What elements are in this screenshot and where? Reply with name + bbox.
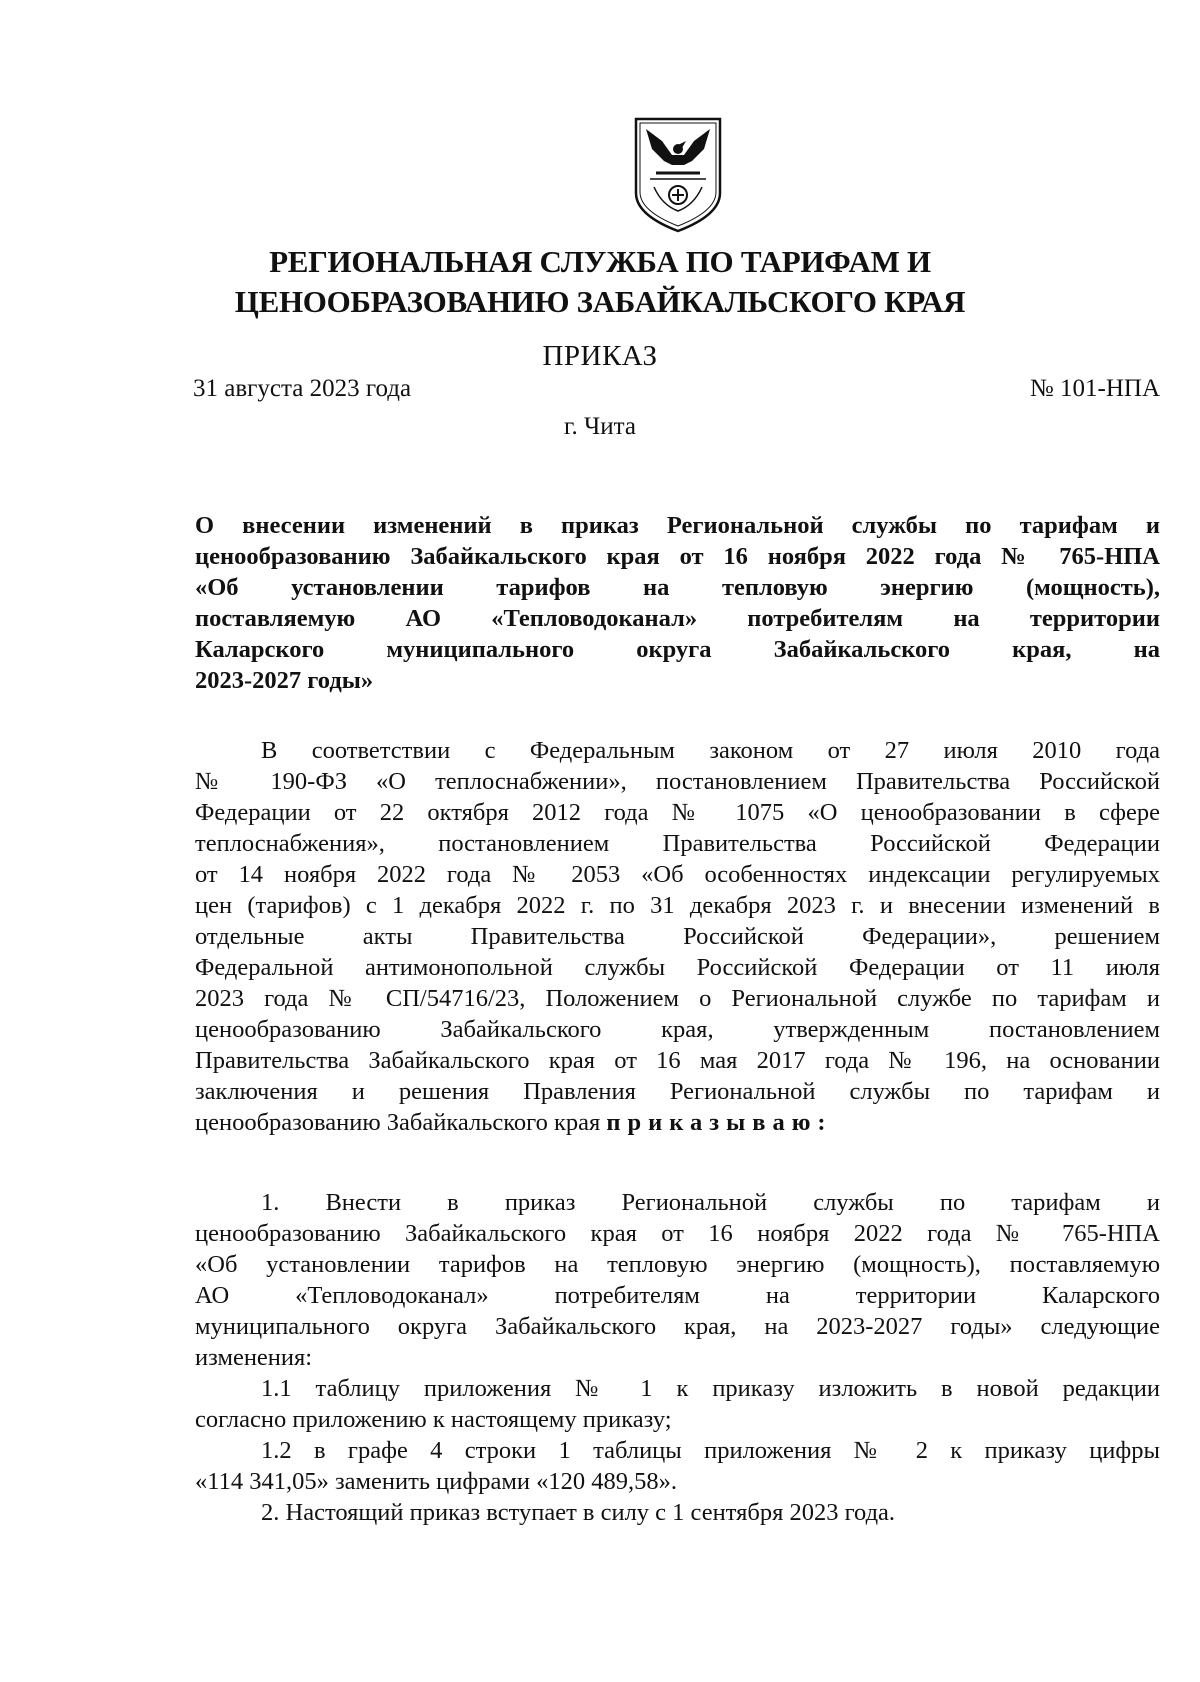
item-1-2-line: 1.2 в графе 4 строки 1 таблицы приложения № 2 к приказу цифры: [261, 1437, 1160, 1464]
subject-line: О внесении изменений в приказ Региональной службы по тарифам и: [195, 512, 1160, 539]
item-1-1-line: согласно приложению к настоящему приказу;: [195, 1406, 672, 1433]
preamble-line: № 190-ФЗ «О теплоснабжении», постановлением Правительства Российской: [195, 768, 1160, 795]
document-type: ПРИКАЗ: [542, 340, 658, 372]
item-1-2-line: «114 341,05» заменить цифрами «120 489,58».: [195, 1468, 677, 1495]
item-1-line: ценообразованию Забайкальского края от 16 ноября 2022 года № 765-НПА: [195, 1220, 1160, 1247]
item-1-line: муниципального округа Забайкальского края, на 2023-2027 годы» следующие: [195, 1313, 1160, 1340]
document-subject: [195, 510, 1160, 696]
preamble-line: теплоснабжения», постановлением Правительства Российской Федерации: [195, 830, 1160, 857]
preamble-line: ценообразованию Забайкальского края: [195, 1109, 601, 1136]
subject-line: ценообразованию Забайкальского края от 16 ноября 2022 года № 765-НПА: [195, 543, 1160, 570]
subject-line: поставляемую АО «Тепловодоканал» потребителям на территории: [195, 605, 1160, 632]
document-city: г. Чита: [564, 413, 636, 440]
item-1-line: 1. Внести в приказ Региональной службы по тарифам и: [261, 1189, 1160, 1216]
item-1-line: «Об установлении тарифов на тепловую энергию (мощность), поставляемую: [195, 1251, 1160, 1278]
preamble-paragraph: [195, 735, 1160, 1138]
document-number: № 101-НПА: [1029, 375, 1160, 402]
item-1-1-line: 1.1 таблицу приложения № 1 к приказу изложить в новой редакции: [261, 1375, 1160, 1402]
item-1-line: изменения:: [195, 1344, 313, 1371]
subject-line: «Об установлении тарифов на тепловую энергию (мощность),: [195, 574, 1160, 601]
organization-title-line1: РЕГИОНАЛЬНАЯ СЛУЖБА ПО ТАРИФАМ И: [269, 244, 931, 279]
organization-title: [0, 242, 1200, 322]
preamble-line: заключения и решения Правления Региональной службы по тарифам и: [195, 1078, 1160, 1105]
order-items: [195, 1187, 1160, 1528]
organization-title-line2: ЦЕНООБРАЗОВАНИЮ ЗАБАЙКАЛЬСКОГО КРАЯ: [234, 284, 966, 319]
preamble-line: 2023 года № СП/54716/23, Положением о Региональной службе по тарифам и: [195, 985, 1160, 1012]
preamble-line: В соответствии с Федеральным законом от 27 июля 2010 года: [261, 737, 1160, 764]
preamble-line: цен (тарифов) с 1 декабря 2022 г. по 31 декабря 2023 г. и внесении изменений в: [195, 892, 1160, 919]
order-word: приказываю:: [606, 1109, 833, 1136]
subject-line: 2023-2027 годы»: [195, 667, 374, 694]
coat-of-arms-icon: [632, 115, 724, 233]
preamble-line: ценообразованию Забайкальского края, утвержденным постановлением: [195, 1016, 1160, 1043]
preamble-last-line: [195, 1107, 1160, 1138]
subject-line: Каларского муниципального округа Забайкальского края, на: [195, 636, 1160, 663]
document-date: 31 августа 2023 года: [193, 375, 412, 402]
preamble-line: отдельные акты Правительства Российской Федерации», решением: [195, 923, 1160, 950]
item-1-line: АО «Тепловодоканал» потребителям на территории Каларского: [195, 1282, 1160, 1309]
preamble-line: Федерации от 22 октября 2012 года № 1075 «О ценообразовании в сфере: [195, 799, 1160, 826]
preamble-line: Правительства Забайкальского края от 16 мая 2017 года № 196, на основании: [195, 1047, 1160, 1074]
preamble-line: от 14 ноября 2022 года № 2053 «Об особенностях индексации регулируемых: [195, 861, 1160, 888]
item-2-line: 2. Настоящий приказ вступает в силу с 1 сентября 2023 года.: [261, 1499, 896, 1526]
preamble-line: Федеральной антимонопольной службы Российской Федерации от 11 июля: [195, 954, 1160, 981]
